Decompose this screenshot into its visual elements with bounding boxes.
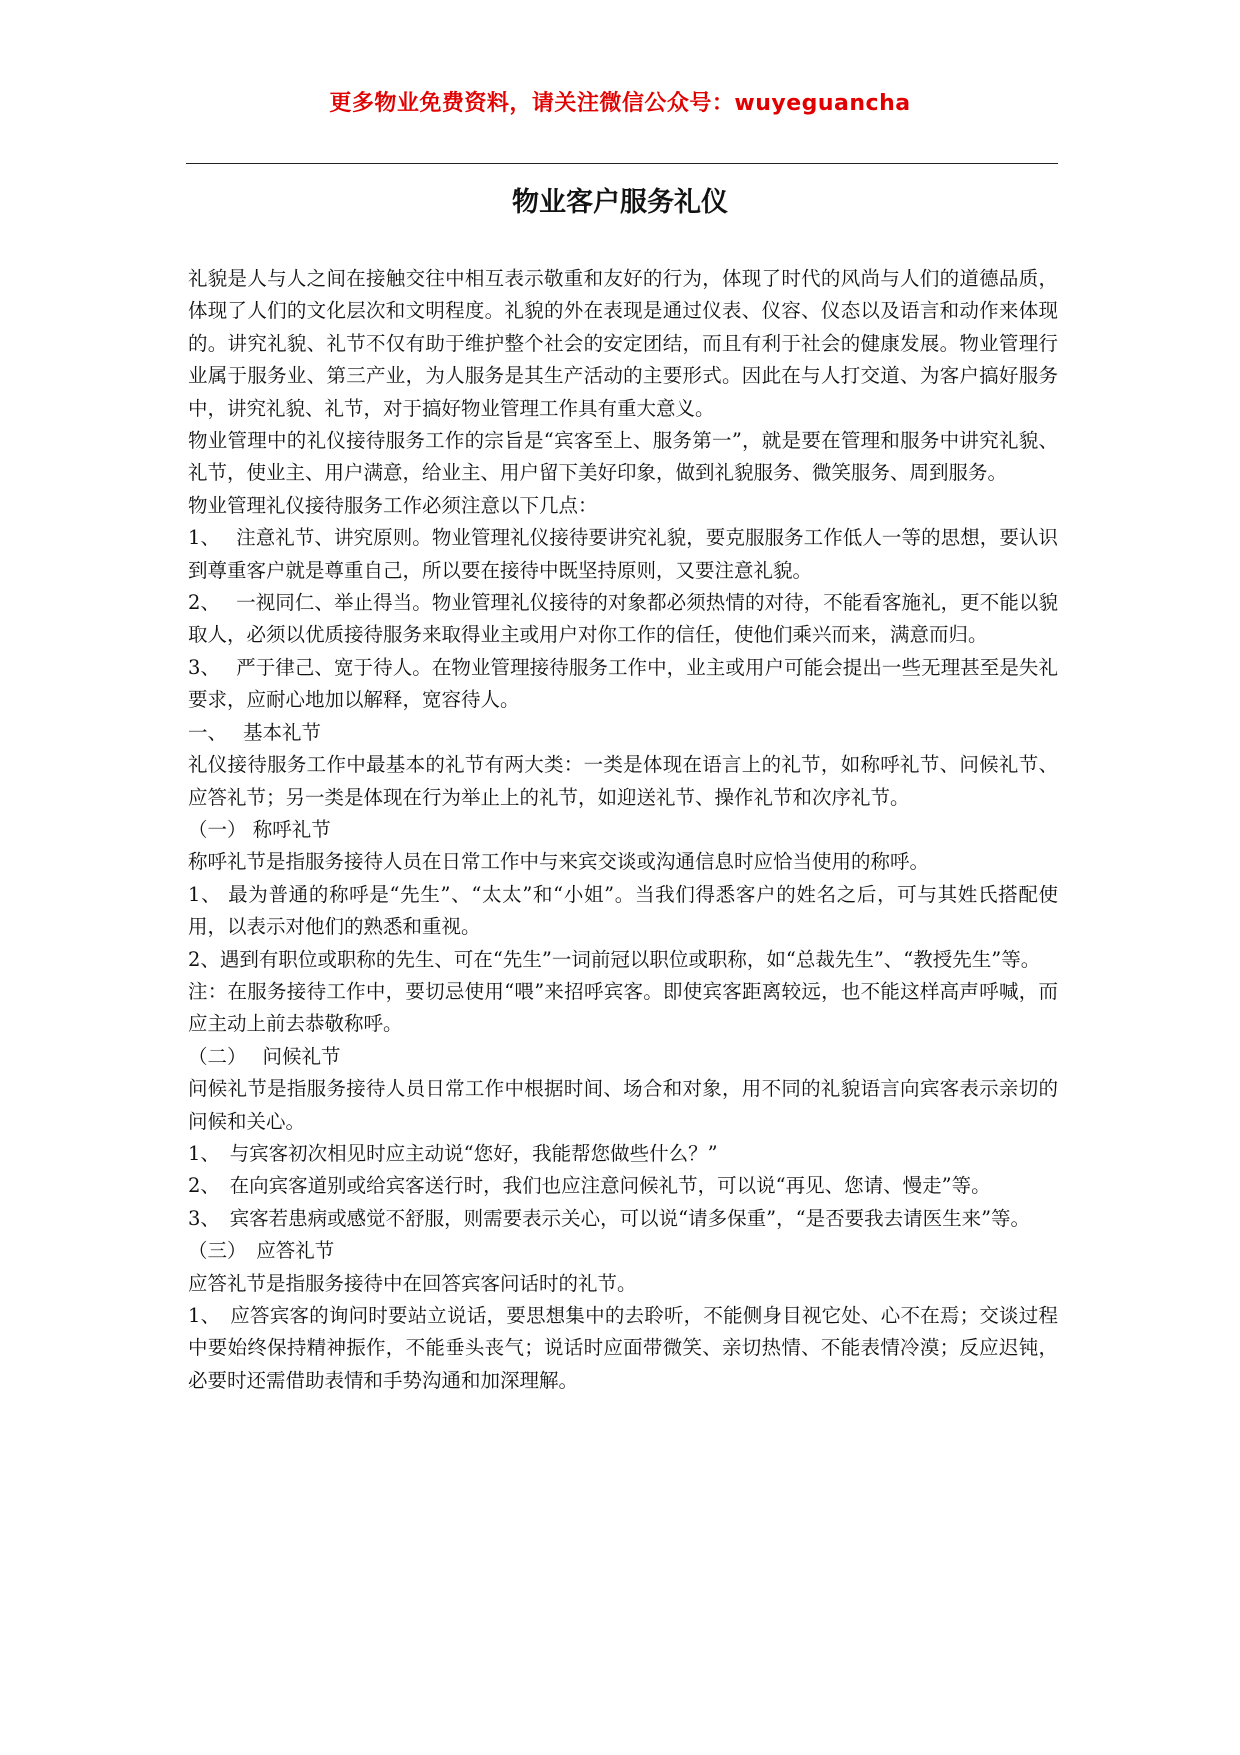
paragraph: 礼貌是人与人之间在接触交往中相互表示敬重和友好的行为，体现了时代的风尚与人们的道德品质，体现了人们的文化层次和文明程度。礼貌的外在表现是通过仪表、仪容、仪态以及语言和动作来体现的。讲究礼貌、礼节不仅有助于维护整个社会的安定团结，而且有利于社会的健康发展。物业管理行业属于服务业、第三产业，为人服务是其生产活动的主要形式。因此在与人打交道、为客户搞好服务中，讲究礼貌、礼节，对于搞好物业管理工作具有重大意义。	[188, 267, 1058, 420]
header-note: 更多物业免费资料，请关注微信公众号：wuyeguancha	[329, 91, 911, 116]
subsection-heading: （一） 称呼礼节	[188, 817, 331, 841]
list-item: 1、 应答宾客的询问时要站立说话，要思想集中的去聆听，不能侧身目视它处、心不在焉；交谈过程中要始终保持精神振作，不能垂头丧气；说话时应面带微笑、亲切热情、不能表情冷漠；反应迟钝，必要时还需借助表情和手势沟通和加深理解。	[188, 1304, 1058, 1392]
list-item: 2、 一视同仁、举止得当。物业管理礼仪接待的对象都必须热情的对待，不能看客施礼，更不能以貌取人，必须以优质接待服务来取得业主或用户对你工作的信任，使他们乘兴而来，满意而归。	[188, 591, 1058, 647]
list-item: 1、 最为普通的称呼是“先生”、“太太”和“小姐”。当我们得悉客户的姓名之后，可与其姓氏搭配使用，以表示对他们的熟悉和重视。	[188, 882, 1058, 939]
subsection-heading: （二） 问候礼节	[188, 1044, 341, 1068]
list-item: 3、 宾客若患病或感觉不舒服，则需要表示关心，可以说“请多保重”，“是否要我去请医生来”等。	[188, 1206, 1031, 1230]
paragraph: 物业管理中的礼仪接待服务工作的宗旨是“宾客至上、服务第一”，就是要在管理和服务中讲究礼貌、礼节，使业主、用户满意，给业主、用户留下美好印象，做到礼貌服务、微笑服务、周到服务。	[188, 429, 1058, 485]
list-item: 1、 与宾客初次相见时应主动说“您好，我能帮您做些什么？”	[188, 1141, 718, 1165]
paragraph: 应答礼节是指服务接待中在回答宾客问话时的礼节。	[188, 1271, 637, 1295]
document-body	[188, 263, 1058, 1397]
list-item: 2、遇到有职位或职称的先生、可在“先生”一词前冠以职位或职称，如“总裁先生”、“教授先生”等。	[188, 947, 1041, 971]
list-item: 3、 严于律己、宽于待人。在物业管理接待服务工作中，业主或用户可能会提出一些无理甚至是失礼要求，应耐心地加以解释，宽容待人。	[188, 655, 1058, 712]
header-divider	[186, 163, 1058, 164]
paragraph: 物业管理礼仪接待服务工作必须注意以下几点：	[188, 493, 598, 517]
section-heading: 一、 基本礼节	[188, 720, 321, 744]
paragraph: 礼仪接待服务工作中最基本的礼节有两大类：一类是体现在语言上的礼节，如称呼礼节、问候礼节、应答礼节；另一类是体现在行为举止上的礼节，如迎送礼节、操作礼节和次序礼节。	[188, 753, 1058, 809]
list-item: 2、 在向宾客道别或给宾客送行时，我们也应注意问候礼节，可以说“再见、您请、慢走”等。	[188, 1174, 991, 1198]
subsection-heading: （三） 应答礼节	[188, 1239, 335, 1263]
paragraph: 称呼礼节是指服务接待人员在日常工作中与来宾交谈或沟通信息时应恰当使用的称呼。	[188, 850, 930, 874]
list-item: 1、 注意礼节、讲究原则。物业管理礼仪接待要讲究礼貌，要克服服务工作低人一等的思想，要认识到尊重客户就是尊重自己，所以要在接待中既坚持原则，又要注意礼貌。	[188, 526, 1058, 582]
note-paragraph: 注：在服务接待工作中，要切忌使用“喂”来招呼宾客。即使宾客距离较远，也不能这样高声呼喊，而应主动上前去恭敬称呼。	[188, 979, 1058, 1036]
document-title: 物业客户服务礼仪	[512, 187, 728, 218]
paragraph: 问候礼节是指服务接待人员日常工作中根据时间、场合和对象，用不同的礼貌语言向宾客表示亲切的问候和关心。	[188, 1077, 1058, 1133]
